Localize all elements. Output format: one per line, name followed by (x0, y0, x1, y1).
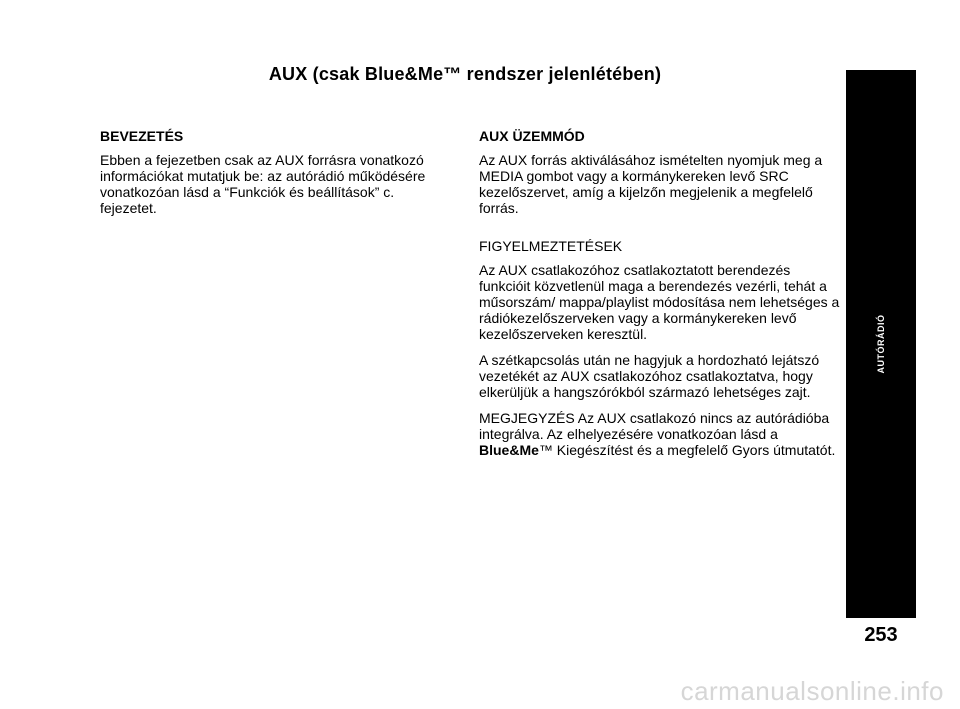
page-number: 253 (864, 624, 898, 646)
warning-paragraph-disconnect: A szétkapcsolás után ne hagyjuk a hordozható lejátszó vezetékét az AUX csatlakozóhoz csatlakoztatva, hogy elkerüljük a hangszórókból származó lehetséges zajt. (479, 352, 820, 400)
right-column (479, 128, 841, 468)
aux-mode-paragraph: Az AUX forrás aktiválásához ismételten nyomjuk meg a MEDIA gombot vagy a kormánykereken levő SRC kezelőszervet, amíg a kijelzőn megjelenik a megfelelő forrás. (479, 152, 823, 216)
watermark: carmanualsonline.info (680, 676, 944, 706)
introduction-paragraph: Ebben a fejezetben csak az AUX forrásra vonatkozó információkat mutatjuk be: az autórádió működésére vonatkozóan lásd a “Funkciók és beállítások” c. fejezetet. (100, 152, 426, 216)
page-title: AUX (csak Blue&Me™ rendszer jelenlétében) (268, 64, 662, 84)
left-column (100, 128, 450, 226)
note-paragraph (479, 410, 841, 458)
warning-paragraph-controls: Az AUX csatlakozóhoz csatlakoztatott berendezés funkcióit közvetlenül maga a berendezés vezérli, tehát a műsorszám/ mappa/playlist módosítása nem lehetséges a rádiókezelőszerveken vagy a kormánykereken levő kezelőszerveken keresztül. (479, 262, 840, 342)
section-heading-aux-mode: AUX ÜZEMMÓD (479, 128, 585, 144)
spacer (479, 226, 841, 238)
note-intro: MEGJEGYZÉS Az AUX csatlakozó nincs az autórádióba integrálva. Az elhelyezésére vonatkozóan lásd a (479, 410, 830, 442)
chapter-side-tab-label: AUTÓRÁDIÓ (876, 314, 886, 374)
note-bold-brand: Blue&Me (479, 442, 539, 458)
warnings-heading: FIGYELMEZTETÉSEK (479, 238, 623, 254)
note-tail: ™ Kiegészítést és a megfelelő Gyors útmutatót. (538, 442, 836, 458)
section-heading-introduction: BEVEZETÉS (100, 128, 184, 144)
chapter-side-tab (846, 70, 916, 618)
